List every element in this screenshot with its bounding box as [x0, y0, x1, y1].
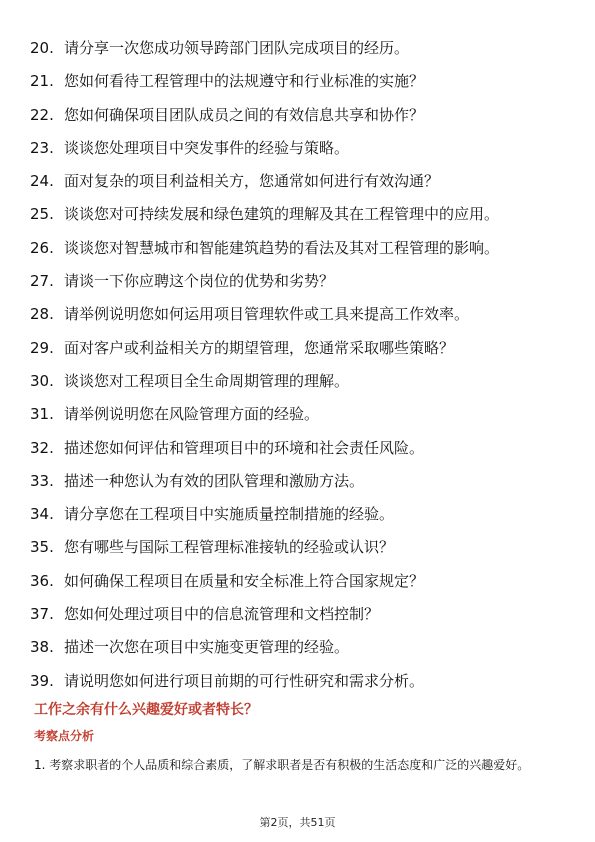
question-number: 39.: [30, 671, 54, 690]
question-item: [30, 568, 560, 594]
question-text: 请分享一次您成功领导跨部门团队完成项目的经历。: [64, 39, 410, 57]
question-text: 请举例说明您在风险管理方面的经验。: [64, 405, 320, 424]
question-item: [30, 35, 560, 61]
question-number: 26.: [30, 238, 54, 257]
question-text: 描述您如何评估和管理项目中的环境和社会责任风险。: [64, 438, 425, 457]
question-item: [30, 501, 560, 527]
question-text: 描述一次您在项目中实施变更管理的经验。: [64, 638, 350, 657]
question-text: 请说明您如何进行项目前期的可行性研究和需求分析。: [64, 671, 425, 690]
question-item: [30, 401, 560, 427]
question-number: 27.: [30, 272, 54, 291]
question-item: [30, 168, 560, 194]
question-item: [30, 468, 560, 494]
question-number: 24.: [30, 172, 54, 191]
question-text: 面对客户或利益相关方的期望管理，您通常采取哪些策略？: [64, 338, 455, 357]
question-item: [30, 668, 560, 694]
question-item: [30, 301, 560, 327]
question-item: [30, 601, 560, 627]
question-text: 您如何处理过项目中的信息流管理和文档控制？: [64, 605, 380, 624]
question-text: 您如何确保项目团队成员之间的有效信息共享和协作？: [64, 105, 425, 124]
question-text: 请谈一下你应聘这个岗位的优势和劣势？: [64, 272, 335, 291]
analysis-paragraph: 1. 考察求职者的个人品质和综合素质，了解求职者是否有积极的生活态度和广泛的兴趣爱好。: [34, 758, 530, 772]
question-number: 25.: [30, 205, 54, 224]
question-text: 谈谈您对可持续发展和绿色建筑的理解及其在工程管理中的应用。: [64, 205, 500, 224]
question-text: 谈谈您处理项目中突发事件的经验与策略。: [64, 138, 350, 157]
question-item: [30, 201, 560, 227]
question-item: [30, 68, 560, 94]
question-text: 面对复杂的项目利益相关方，您通常如何进行有效沟通？: [64, 172, 440, 191]
question-number: 22.: [30, 105, 54, 124]
question-text: 您如何看待工程管理中的法规遵守和行业标准的实施？: [64, 72, 425, 91]
question-item: [30, 534, 560, 560]
section-title: 工作之余有什么兴趣爱好或者特长？: [34, 702, 258, 718]
question-item: [30, 435, 560, 461]
question-number: 34.: [30, 505, 54, 524]
question-number: 35.: [30, 538, 54, 557]
question-list: [30, 35, 560, 701]
question-text: 请举例说明您如何运用项目管理软件或工具来提高工作效率。: [64, 305, 470, 324]
question-number: 21.: [30, 72, 54, 91]
question-number: 32.: [30, 438, 54, 457]
page-footer: 第2页，共51页: [259, 816, 336, 829]
question-text: 谈谈您对智慧城市和智能建筑趋势的看法及其对工程管理的影响。: [64, 238, 500, 257]
question-text: 描述一种您认为有效的团队管理和激励方法。: [64, 471, 365, 490]
question-number: 28.: [30, 305, 54, 324]
question-item: [30, 135, 560, 161]
question-text: 如何确保工程项目在质量和安全标准上符合国家规定？: [64, 571, 425, 590]
question-item: [30, 634, 560, 660]
question-number: 33.: [30, 471, 54, 490]
question-number: 30.: [30, 371, 54, 390]
question-item: [30, 335, 560, 361]
question-number: 31.: [30, 405, 54, 424]
question-number: 37.: [30, 605, 54, 624]
question-number: 23.: [30, 138, 54, 157]
question-item: [30, 235, 560, 261]
question-item: [30, 102, 560, 128]
question-number: 20.: [30, 39, 54, 57]
question-item: [30, 368, 560, 394]
question-number: 29.: [30, 338, 54, 357]
question-text: 谈谈您对工程项目全生命周期管理的理解。: [64, 371, 350, 390]
question-text: 请分享您在工程项目中实施质量控制措施的经验。: [64, 505, 395, 524]
question-text: 您有哪些与国际工程管理标准接轨的经验或认识？: [64, 538, 395, 557]
question-number: 38.: [30, 638, 54, 657]
analysis-subtitle: 考察点分析: [34, 729, 95, 743]
question-number: 36.: [30, 571, 54, 590]
question-item: [30, 268, 560, 294]
